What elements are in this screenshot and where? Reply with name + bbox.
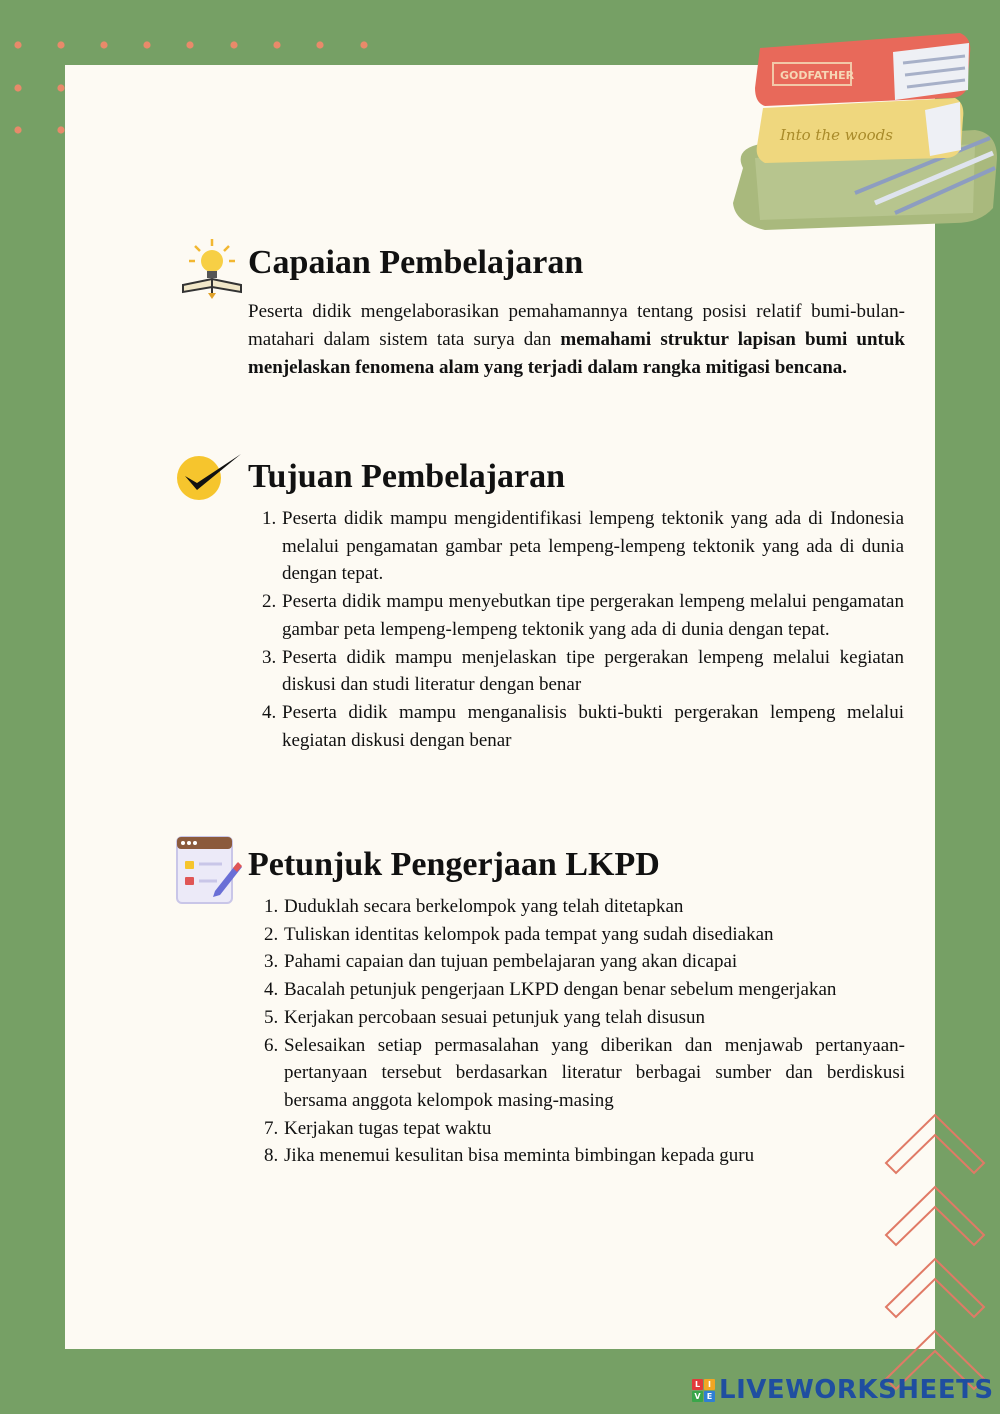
petunjuk-item xyxy=(264,976,905,1004)
list-text: Kerjakan tugas tepat waktu xyxy=(284,1117,492,1139)
checklist-icon xyxy=(175,835,243,905)
list-text: Peserta didik mampu mengidentifikasi lempeng tektonik yang ada di Indonesia melalui pengamatan gambar peta lempeng-lempeng tektonik yang ada di dunia dengan tepat. xyxy=(282,508,904,585)
checkmark-icon xyxy=(175,450,245,502)
list-text: Peserta didik mampu menganalisis bukti-bukti pergerakan lempeng melalui kegiatan diskusi dengan benar xyxy=(282,701,904,751)
book-stack-illustration xyxy=(725,18,1000,240)
brand-name: LIVEWORKSHEETS xyxy=(719,1375,994,1405)
petunjuk-list xyxy=(264,893,905,1170)
capaian-text-plain: Peserta didik mengelaborasikan pemahamannya tentang posisi relatif bumi-bulan-matahari dalam sistem tata surya dan xyxy=(248,301,905,350)
list-number: 4. xyxy=(262,701,277,723)
list-text: Kerjakan percobaan sesuai petunjuk yang telah disusun xyxy=(284,1006,706,1028)
tujuan-title: Tujuan Pembelajaran xyxy=(248,458,566,495)
chevron-decorations xyxy=(880,1105,990,1405)
list-number: 4. xyxy=(264,979,279,1001)
list-text: Peserta didik mampu menjelaskan tipe pergerakan lempeng melalui kegiatan diskusi dan studi literatur dengan benar xyxy=(282,646,904,696)
list-number: 2. xyxy=(264,923,279,945)
capaian-description xyxy=(248,298,905,382)
logo-tile-2: I xyxy=(704,1379,715,1390)
book-spine-top: GODFATHER xyxy=(780,69,855,82)
petunjuk-item xyxy=(264,893,905,921)
petunjuk-item xyxy=(264,1115,905,1143)
tujuan-item xyxy=(262,588,904,643)
capaian-title: Capaian Pembelajaran xyxy=(248,244,584,281)
book-spine-middle: Into the woods xyxy=(780,126,893,144)
list-text: Pahami capaian dan tujuan pembelajaran yang akan dicapai xyxy=(284,951,738,973)
list-number: 5. xyxy=(264,1006,279,1028)
tujuan-item xyxy=(262,699,904,754)
list-text: Bacalah petunjuk pengerjaan LKPD dengan benar sebelum mengerjakan xyxy=(284,979,837,1001)
list-number: 6. xyxy=(264,1034,279,1056)
list-text: Duduklah secara berkelompok yang telah ditetapkan xyxy=(284,896,684,917)
list-number: 3. xyxy=(264,951,279,973)
list-number: 2. xyxy=(262,591,277,613)
tujuan-list xyxy=(262,505,904,754)
list-text: Jika menemui kesulitan bisa meminta bimbingan kepada guru xyxy=(284,1145,755,1167)
list-number: 7. xyxy=(264,1117,279,1139)
petunjuk-item xyxy=(264,948,905,976)
logo-tile-4: E xyxy=(704,1391,715,1402)
tujuan-item xyxy=(262,505,904,588)
list-number: 3. xyxy=(262,646,277,668)
list-number: 1. xyxy=(262,508,277,529)
list-text: Selesaikan setiap permasalahan yang diberikan dan menjawab pertanyaan-pertanyaan tersebut berdasarkan literatur berbagai sumber dan berdiskusi bersama anggota kelompok masing-masing xyxy=(284,1034,905,1111)
logo-tile-1: L xyxy=(692,1379,703,1390)
list-text: Peserta didik mampu menyebutkan tipe pergerakan lempeng melalui pengamatan gambar peta lempeng-lempeng tektonik yang ada di dunia dengan tepat. xyxy=(282,591,904,640)
list-number: 1. xyxy=(264,896,279,917)
petunjuk-title: Petunjuk Pengerjaan LKPD xyxy=(248,846,660,883)
liveworksheets-logo[interactable] xyxy=(692,1375,994,1405)
logo-tile-3: V xyxy=(692,1391,703,1402)
list-text: Tuliskan identitas kelompok pada tempat yang sudah disediakan xyxy=(284,923,774,945)
logo-tiles xyxy=(692,1379,715,1402)
tujuan-item xyxy=(262,644,904,699)
petunjuk-item xyxy=(264,1142,905,1170)
petunjuk-item xyxy=(264,1032,905,1115)
lightbulb-book-icon xyxy=(180,237,244,299)
capaian-text-bold: memahami struktur lapisan bumi untuk menjelaskan fenomena alam yang terjadi dalam rangka mitigasi bencana. xyxy=(248,329,905,378)
petunjuk-item xyxy=(264,1004,905,1032)
list-number: 8. xyxy=(264,1145,279,1167)
petunjuk-item xyxy=(264,921,905,949)
